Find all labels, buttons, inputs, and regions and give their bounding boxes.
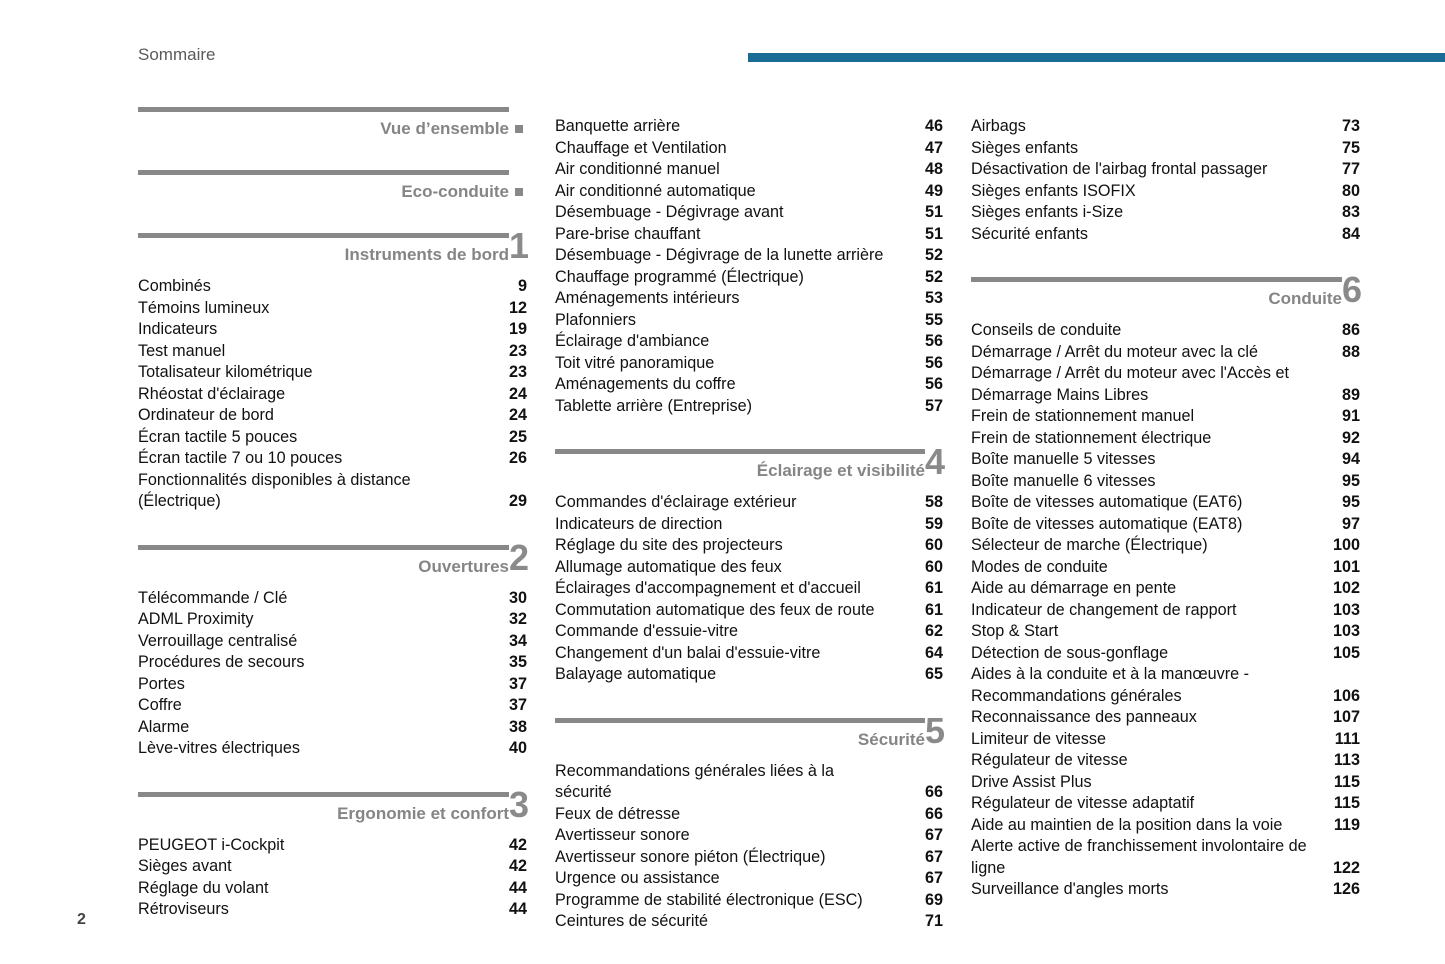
- toc-entry[interactable]: [138, 405, 527, 427]
- section-title[interactable]: Ouvertures: [418, 556, 509, 576]
- toc-entry[interactable]: [971, 320, 1360, 342]
- toc-entry-title: Toit vitré panoramique: [555, 353, 715, 372]
- toc-entry[interactable]: [555, 804, 943, 826]
- toc-entry[interactable]: [555, 224, 943, 246]
- toc-entry[interactable]: [971, 116, 1360, 138]
- toc-entry-page: 75: [1341, 138, 1360, 157]
- toc-entry-page: 100: [1332, 536, 1360, 554]
- toc-entry-title: Rétroviseurs: [138, 900, 229, 918]
- toc-entry-title: Lève-vitres électriques: [138, 739, 300, 757]
- toc-entry-page: 66: [924, 804, 943, 823]
- toc-entry-page: 67: [924, 847, 943, 866]
- section-number: 3: [508, 783, 529, 825]
- toc-entry-title: Aménagements du coffre: [555, 375, 736, 393]
- toc-entry[interactable]: [555, 202, 943, 224]
- toc-entry-title: Télécommande / Clé: [138, 588, 288, 607]
- toc-entry-title: Désembuage - Dégivrage de la lunette arrière: [555, 246, 884, 264]
- toc-entry-title: Procédures de secours: [138, 653, 305, 671]
- toc-entry-title: PEUGEOT i-Cockpit: [138, 835, 285, 854]
- section-header: [138, 536, 529, 588]
- toc-entry[interactable]: [971, 750, 1360, 772]
- toc-entry[interactable]: [138, 674, 527, 696]
- toc-entry[interactable]: [555, 578, 943, 600]
- toc-entry-page: 24: [508, 384, 527, 403]
- toc-entry-page: 67: [924, 869, 943, 887]
- toc-entry-title: Programme de stabilité électronique (ESC): [555, 890, 863, 909]
- toc-entry[interactable]: [138, 362, 527, 384]
- section-number: 1: [508, 225, 529, 266]
- toc-entry-page: 42: [508, 835, 527, 854]
- toc-entry-title: Reconnaissance des panneaux: [971, 708, 1197, 726]
- toc-entry-page: 56: [924, 353, 943, 372]
- toc-entry-page: 12: [508, 298, 527, 317]
- toc-entry-page: 89: [1341, 385, 1360, 404]
- toc-entry[interactable]: [971, 202, 1360, 224]
- toc-entry[interactable]: [971, 159, 1360, 181]
- toc-column-1: [138, 107, 527, 921]
- toc-entry[interactable]: [971, 772, 1360, 794]
- toc-entry-title: Boîte manuelle 5 vitesses: [971, 450, 1156, 468]
- toc-entry[interactable]: [971, 793, 1360, 815]
- toc-entry-page: 101: [1332, 557, 1360, 576]
- toc-entry-title: Verrouillage centralisé: [138, 631, 298, 650]
- toc-entry-title: Éclairage d'ambiance: [555, 332, 710, 350]
- toc-entry-page: 34: [508, 631, 527, 650]
- toc-entry-title: Chauffage programmé (Électrique): [555, 267, 804, 286]
- toc-entry-title: Indicateurs de direction: [555, 514, 723, 533]
- toc-entry-page: 35: [508, 653, 527, 671]
- toc-entry-page: 107: [1332, 708, 1360, 726]
- toc-entry-page: 51: [924, 224, 943, 243]
- section-link-vue-ensemble[interactable]: [380, 119, 523, 139]
- toc-entry[interactable]: [971, 664, 1360, 707]
- toc-entry[interactable]: [555, 396, 943, 418]
- toc-entry-page: 95: [1341, 493, 1360, 511]
- toc-entry[interactable]: [971, 406, 1360, 428]
- toc-entry-title: Sièges enfants i-Size: [971, 203, 1124, 221]
- toc-entry[interactable]: [555, 159, 943, 181]
- section-title: Vue d’ensemble: [380, 119, 509, 138]
- toc-entry-title: Réglage du site des projecteurs: [555, 536, 783, 554]
- section-1: [138, 225, 529, 513]
- entry-list: [555, 116, 943, 417]
- toc-entry-title: Boîte manuelle 6 vitesses: [971, 471, 1156, 490]
- toc-entry-page: 25: [508, 427, 527, 446]
- toc-entry-title: Indicateurs: [138, 320, 218, 338]
- toc-entry[interactable]: [971, 138, 1360, 160]
- toc-entry-title: Avertisseur sonore piéton (Électrique): [555, 847, 826, 866]
- toc-entry-title: Aménagements intérieurs: [555, 289, 740, 307]
- toc-entry[interactable]: [555, 181, 943, 203]
- toc-entry-title: Aides à la conduite et à la manœuvre - Recommandations générales: [971, 665, 1250, 705]
- section-title[interactable]: Sécurité: [857, 729, 925, 749]
- toc-entry-title: Sélecteur de marche (Électrique): [971, 536, 1208, 554]
- toc-entry-title: Feux de détresse: [555, 804, 681, 823]
- toc-entry-title: Fonctionnalités disponibles à distance (Électrique): [138, 470, 411, 510]
- toc-entry-page: 53: [924, 289, 943, 307]
- toc-entry-title: Détection de sous-gonflage: [971, 643, 1169, 662]
- toc-entry-title: Changement d'un balai d'essuie-vitre: [555, 643, 821, 662]
- toc-entry-title: Ceintures de sécurité: [555, 912, 708, 930]
- toc-entry[interactable]: [971, 471, 1360, 493]
- toc-entry-page: 32: [508, 610, 527, 628]
- section-number: 2: [508, 536, 529, 578]
- toc-entry-page: 88: [1341, 342, 1360, 361]
- toc-entry[interactable]: [138, 341, 527, 363]
- toc-entry-title: Démarrage / Arrêt du moteur avec la clé: [971, 342, 1259, 361]
- toc-entry-title: Recommandations générales liées à la sécurité: [555, 761, 834, 801]
- toc-entry[interactable]: [555, 911, 943, 933]
- toc-entry-title: Aide au maintien de la position dans la voie: [971, 815, 1283, 834]
- toc-entry[interactable]: [138, 448, 527, 470]
- toc-entry[interactable]: [555, 374, 943, 396]
- toc-entry[interactable]: [971, 600, 1360, 622]
- toc-entry-title: Avertisseur sonore: [555, 826, 690, 844]
- toc-entry-title: Alerte active de franchissement involontaire de ligne: [971, 837, 1307, 877]
- entry-list: [138, 276, 527, 513]
- toc-entry-title: Conseils de conduite: [971, 321, 1122, 339]
- toc-entry[interactable]: [971, 879, 1360, 901]
- toc-entry-page: 42: [508, 857, 527, 875]
- section-number: 4: [924, 441, 945, 482]
- toc-entry-title: Frein de stationnement électrique: [971, 428, 1212, 447]
- toc-column-3: [971, 116, 1360, 901]
- toc-entry-page: 23: [508, 363, 527, 381]
- toc-entry-page: 40: [508, 739, 527, 757]
- toc-entry-title: Totalisateur kilométrique: [138, 363, 313, 381]
- section-header: [555, 441, 945, 492]
- toc-entry-page: 48: [924, 160, 943, 178]
- section-header: [138, 783, 529, 835]
- toc-entry-page: 58: [924, 493, 943, 511]
- toc-entry-title: Pare-brise chauffant: [555, 224, 701, 243]
- toc-entry-page: 61: [924, 579, 943, 597]
- toc-entry-title: Allumage automatique des feux: [555, 557, 782, 576]
- toc-entry-title: Boîte de vitesses automatique (EAT6): [971, 493, 1243, 511]
- toc-entry-page: 61: [924, 600, 943, 619]
- toc-entry-title: Régulateur de vitesse adaptatif: [971, 794, 1195, 812]
- section-title[interactable]: Ergonomie et confort: [337, 803, 509, 823]
- toc-entry-title: Airbags: [971, 117, 1026, 135]
- toc-entry[interactable]: [138, 738, 527, 760]
- section-header: [138, 170, 509, 213]
- toc-entry-title: Drive Assist Plus: [971, 772, 1092, 791]
- toc-entry[interactable]: [555, 847, 943, 869]
- toc-entry[interactable]: [555, 116, 943, 138]
- toc-entry-page: 9: [517, 277, 527, 295]
- entry-list: [971, 320, 1360, 901]
- toc-entry[interactable]: [971, 224, 1360, 246]
- section-5: [555, 709, 945, 933]
- toc-entry-title: Portes: [138, 674, 185, 693]
- toc-entry-page: 46: [924, 117, 943, 135]
- toc-entry-page: 64: [924, 643, 943, 662]
- toc-entry-page: 115: [1333, 794, 1360, 812]
- toc-entry[interactable]: [555, 535, 943, 557]
- toc-entry-title: Alarme: [138, 717, 190, 736]
- toc-entry-title: Urgence ou assistance: [555, 869, 720, 887]
- toc-entry-page: 56: [924, 332, 943, 350]
- entry-list: [555, 761, 943, 933]
- toc-entry[interactable]: [971, 535, 1360, 557]
- toc-entry[interactable]: [555, 267, 943, 289]
- section-4: [555, 441, 945, 686]
- section-link-eco-conduite[interactable]: [401, 182, 523, 202]
- square-icon: [515, 188, 523, 196]
- toc-entry-page: 95: [1341, 471, 1360, 490]
- toc-entry[interactable]: [971, 342, 1360, 364]
- section-title[interactable]: Éclairage et visibilité: [756, 461, 925, 480]
- section-title[interactable]: Conduite: [1268, 289, 1342, 308]
- toc-entry-page: 86: [1341, 321, 1360, 339]
- toc-entry-title: Écran tactile 7 ou 10 pouces: [138, 449, 343, 467]
- toc-entry-title: Tablette arrière (Entreprise): [555, 396, 753, 415]
- toc-entry[interactable]: [138, 856, 527, 878]
- toc-entry[interactable]: [138, 695, 527, 717]
- toc-entry-page: 65: [924, 665, 943, 683]
- section-eco-conduite: [138, 170, 527, 213]
- toc-entry[interactable]: [971, 836, 1360, 879]
- toc-entry[interactable]: [555, 664, 943, 686]
- toc-entry[interactable]: [138, 609, 527, 631]
- toc-entry-page: 106: [1332, 686, 1360, 705]
- entry-list: [138, 835, 527, 921]
- toc-entry[interactable]: [971, 815, 1360, 837]
- toc-entry-page: 52: [924, 267, 943, 286]
- toc-entry[interactable]: [971, 729, 1360, 751]
- toc-entry-page: 111: [1334, 729, 1360, 748]
- toc-entry[interactable]: [138, 652, 527, 674]
- toc-entry-page: 38: [508, 717, 527, 736]
- toc-entry-page: 49: [924, 181, 943, 200]
- toc-entry[interactable]: [971, 428, 1360, 450]
- toc-entry-page: 26: [508, 449, 527, 467]
- toc-entry[interactable]: [138, 835, 527, 857]
- section-header: [138, 107, 509, 150]
- section-title: Eco-conduite: [401, 182, 509, 201]
- toc-entry[interactable]: [555, 600, 943, 622]
- toc-entry-title: Aide au démarrage en pente: [971, 579, 1177, 597]
- section-number: 6: [1341, 269, 1362, 310]
- toc-entry-title: Ordinateur de bord: [138, 406, 274, 424]
- square-icon: [515, 125, 523, 133]
- toc-entry-page: 59: [924, 514, 943, 533]
- toc-entry-title: Air conditionné manuel: [555, 160, 720, 178]
- toc-entry[interactable]: [555, 353, 943, 375]
- toc-entry-title: Limiteur de vitesse: [971, 729, 1106, 748]
- toc-entry-title: Sièges avant: [138, 857, 232, 875]
- toc-entry[interactable]: [138, 276, 527, 298]
- toc-entry-title: Coffre: [138, 696, 182, 714]
- page-number: 2: [77, 911, 86, 928]
- toc-entry[interactable]: [971, 557, 1360, 579]
- toc-entry-title: Combinés: [138, 277, 211, 295]
- toc-entry-page: 60: [924, 557, 943, 576]
- section-6: [971, 269, 1362, 901]
- toc-entry[interactable]: [138, 631, 527, 653]
- toc-entry-title: Éclairages d'accompagnement et d'accueil: [555, 579, 861, 597]
- toc-entry-title: ADML Proximity: [138, 610, 254, 628]
- toc-entry[interactable]: [555, 557, 943, 579]
- toc-entry[interactable]: [555, 514, 943, 536]
- toc-entry-title: Écran tactile 5 pouces: [138, 427, 298, 446]
- toc-entry[interactable]: [971, 492, 1360, 514]
- toc-entry-title: Frein de stationnement manuel: [971, 407, 1195, 425]
- toc-entry-page: 97: [1341, 514, 1360, 533]
- toc-entry-page: 52: [924, 246, 943, 264]
- toc-entry[interactable]: [971, 181, 1360, 203]
- toc-entry-page: 91: [1341, 407, 1360, 425]
- toc-entry[interactable]: [555, 310, 943, 332]
- section-header: [971, 269, 1362, 320]
- section-2: [138, 536, 529, 760]
- toc-entry[interactable]: [138, 470, 527, 513]
- toc-entry-title: Indicateur de changement de rapport: [971, 600, 1237, 619]
- toc-entry-page: 47: [924, 138, 943, 157]
- toc-entry-page: 44: [508, 878, 527, 897]
- page-title: Sommaire: [138, 45, 216, 64]
- toc-entry-page: 113: [1333, 751, 1360, 769]
- entry-list: [971, 116, 1360, 245]
- toc-entry[interactable]: [555, 643, 943, 665]
- section-header: [555, 709, 945, 761]
- toc-entry-page: 102: [1332, 579, 1360, 597]
- toc-entry[interactable]: [971, 449, 1360, 471]
- toc-entry-page: 24: [508, 406, 527, 424]
- toc-entry-title: Démarrage / Arrêt du moteur avec l'Accès et Démarrage Mains Libres: [971, 364, 1289, 404]
- section-title[interactable]: Instruments de bord: [344, 245, 509, 264]
- toc-entry-page: 51: [924, 203, 943, 221]
- toc-entry-title: Réglage du volant: [138, 878, 269, 897]
- toc-entry-title: Témoins lumineux: [138, 298, 270, 317]
- toc-entry-title: Rhéostat d'éclairage: [138, 384, 286, 403]
- toc-entry[interactable]: [971, 578, 1360, 600]
- toc-entry[interactable]: [971, 621, 1360, 643]
- toc-entry[interactable]: [138, 899, 527, 921]
- toc-entry-title: Désactivation de l'airbag frontal passager: [971, 160, 1268, 178]
- toc-entry[interactable]: [138, 588, 527, 610]
- toc-entry[interactable]: [555, 331, 943, 353]
- toc-entry-title: Banquette arrière: [555, 117, 681, 135]
- toc-entry-page: 83: [1341, 203, 1360, 221]
- toc-entry-title: Commutation automatique des feux de route: [555, 600, 875, 619]
- toc-entry-page: 122: [1332, 858, 1360, 877]
- toc-entry-page: 103: [1332, 600, 1360, 619]
- toc-entry-title: Sièges enfants: [971, 138, 1079, 157]
- toc-entry-page: 44: [508, 900, 527, 918]
- section-vue-ensemble: [138, 107, 527, 150]
- toc-entry-page: 94: [1341, 450, 1360, 468]
- toc-entry-page: 84: [1341, 224, 1360, 243]
- toc-entry-page: 30: [508, 588, 527, 607]
- toc-entry[interactable]: [555, 138, 943, 160]
- toc-entry-page: 69: [924, 890, 943, 909]
- toc-entry-page: 71: [924, 912, 943, 930]
- toc-entry[interactable]: [555, 761, 943, 804]
- toc-entry[interactable]: [555, 245, 943, 267]
- toc-entry-title: Commande d'essuie-vitre: [555, 622, 739, 640]
- toc-entry[interactable]: [138, 298, 527, 320]
- toc-entry-page: 29: [508, 492, 527, 510]
- toc-entry-title: Boîte de vitesses automatique (EAT8): [971, 514, 1243, 533]
- toc-entry-title: Sécurité enfants: [971, 224, 1088, 243]
- toc-entry-page: 103: [1332, 622, 1360, 640]
- toc-entry-page: 66: [924, 783, 943, 801]
- section-3: [138, 783, 529, 921]
- toc-entry-title: Régulateur de vitesse: [971, 751, 1128, 769]
- section-header: [138, 225, 529, 276]
- toc-entry[interactable]: [971, 363, 1360, 406]
- toc-entry-page: 56: [924, 375, 943, 393]
- toc-entry-page: 67: [924, 826, 943, 844]
- toc-entry-page: 80: [1341, 181, 1360, 200]
- toc-entry-page: 92: [1341, 428, 1360, 447]
- toc-entry-page: 60: [924, 536, 943, 554]
- toc-entry-page: 126: [1332, 880, 1360, 898]
- toc-entry[interactable]: [555, 890, 943, 912]
- toc-entry[interactable]: [555, 825, 943, 847]
- toc-entry[interactable]: [555, 868, 943, 890]
- toc-entry-title: Stop & Start: [971, 622, 1059, 640]
- accent-bar: [748, 53, 1445, 62]
- toc-entry-page: 105: [1332, 643, 1360, 662]
- toc-entry-page: 19: [508, 320, 527, 338]
- toc-entry-page: 115: [1333, 772, 1360, 791]
- toc-entry-title: Air conditionné automatique: [555, 181, 756, 200]
- toc-entry[interactable]: [555, 492, 943, 514]
- toc-entry-title: Plafonniers: [555, 310, 636, 329]
- section-number: 5: [924, 709, 945, 751]
- toc-entry-page: 23: [508, 341, 527, 360]
- toc-entry-title: Modes de conduite: [971, 557, 1108, 576]
- toc-entry[interactable]: [138, 319, 527, 341]
- toc-entry[interactable]: [971, 643, 1360, 665]
- toc-entry-page: 55: [924, 310, 943, 329]
- toc-entry-title: Désembuage - Dégivrage avant: [555, 203, 784, 221]
- toc-entry[interactable]: [555, 288, 943, 310]
- entry-list: [555, 492, 943, 686]
- toc-entry-title: Chauffage et Ventilation: [555, 138, 727, 157]
- toc-entry-page: 62: [924, 622, 943, 640]
- toc-entry[interactable]: [138, 717, 527, 739]
- toc-entry[interactable]: [138, 427, 527, 449]
- toc-entry-page: 119: [1333, 815, 1360, 834]
- toc-entry-page: 37: [508, 674, 527, 693]
- toc-column-2: [555, 116, 943, 933]
- toc-entry[interactable]: [138, 878, 527, 900]
- entry-list: [138, 588, 527, 760]
- toc-entry[interactable]: [971, 514, 1360, 536]
- toc-entry[interactable]: [555, 621, 943, 643]
- toc-entry-title: Balayage automatique: [555, 665, 717, 683]
- toc-entry-page: 37: [508, 696, 527, 714]
- toc-entry[interactable]: [138, 384, 527, 406]
- toc-entry-title: Surveillance d'angles morts: [971, 880, 1169, 898]
- toc-entry-title: Sièges enfants ISOFIX: [971, 181, 1136, 200]
- toc-entry-page: 57: [924, 396, 943, 415]
- toc-entry-page: 73: [1341, 117, 1360, 135]
- toc-entry-page: 77: [1341, 160, 1360, 178]
- toc-entry-title: Commandes d'éclairage extérieur: [555, 493, 797, 511]
- toc-entry-title: Test manuel: [138, 341, 226, 360]
- toc-entry[interactable]: [971, 707, 1360, 729]
